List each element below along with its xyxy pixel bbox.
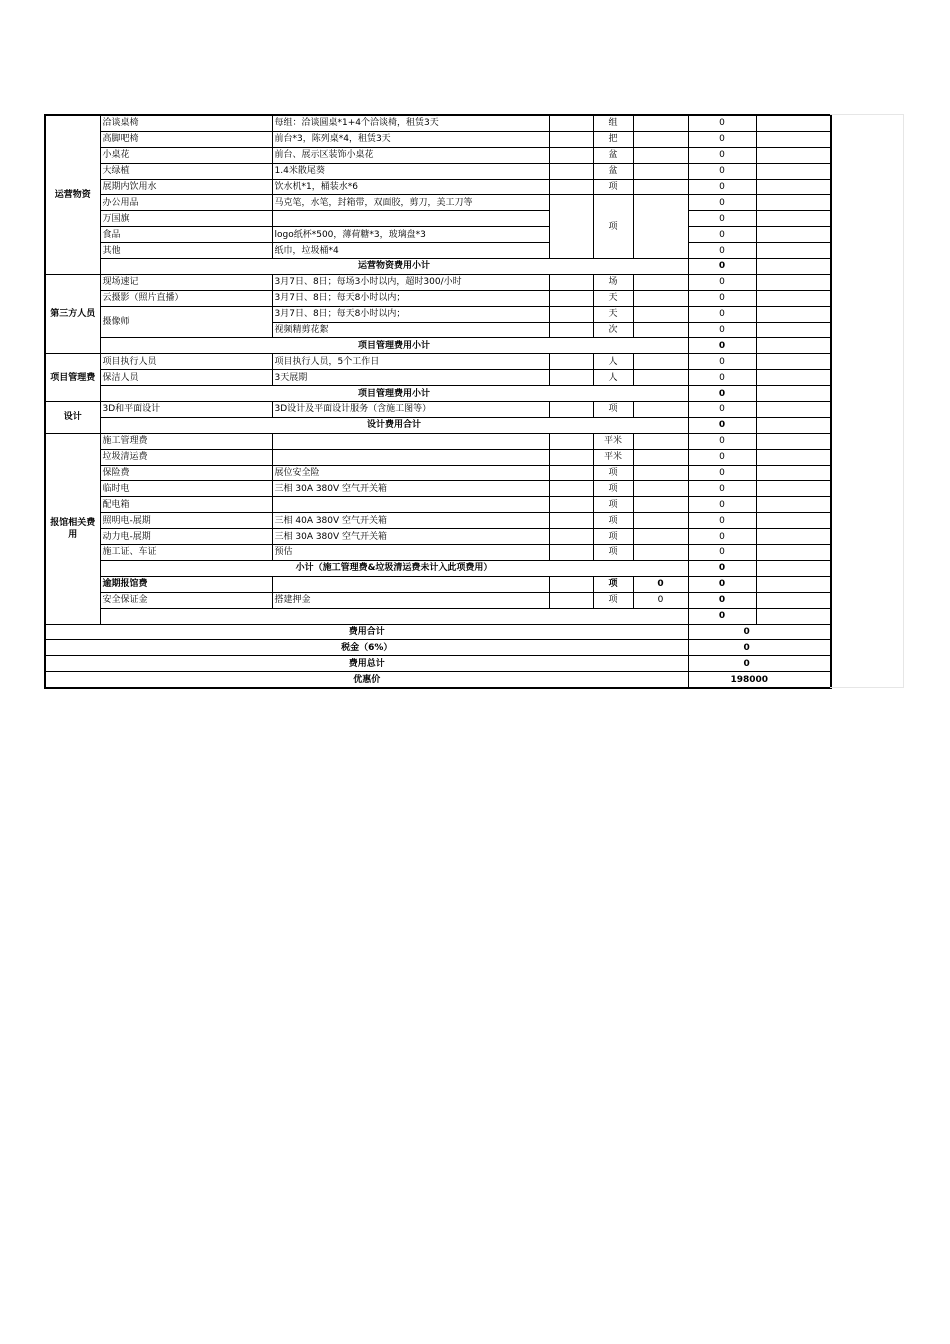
- subtotal-value: 0: [688, 386, 756, 402]
- unit-cell: 组: [593, 115, 633, 131]
- category-cell: 第三方人员: [45, 274, 100, 353]
- note-cell: [756, 497, 831, 513]
- item-name: 施工证、车证: [100, 545, 272, 561]
- note-cell: [756, 433, 831, 449]
- item-name: 临时电: [100, 481, 272, 497]
- total-cell: 0: [688, 227, 756, 243]
- price-cell: [633, 306, 688, 322]
- subtotal-row: [45, 259, 831, 275]
- total-cell: 0: [688, 576, 756, 592]
- note-cell: [756, 274, 831, 290]
- note-cell: [756, 115, 831, 131]
- qty-cell: [549, 163, 593, 179]
- unit-cell: 平米: [593, 433, 633, 449]
- qty-cell: [549, 497, 593, 513]
- note-cell: [756, 481, 831, 497]
- item-name: 保洁人员: [100, 370, 272, 386]
- qty-cell: [549, 481, 593, 497]
- table-row: [45, 465, 831, 481]
- subtotal-value: 0: [688, 259, 756, 275]
- qty-cell: [549, 576, 593, 592]
- item-desc: 三相 30A 380V 空气开关箱: [272, 529, 549, 545]
- price-cell: [633, 163, 688, 179]
- category-cell: 设计: [45, 402, 100, 434]
- price-cell: 0: [633, 576, 688, 592]
- note-cell: [756, 608, 831, 624]
- item-desc: 视频精剪花絮: [272, 322, 549, 338]
- price-cell: [633, 131, 688, 147]
- table-row: [45, 497, 831, 513]
- table-row: [45, 227, 831, 243]
- qty-cell: [549, 179, 593, 195]
- total-cell: 0: [688, 592, 756, 608]
- total-cell: 0: [688, 481, 756, 497]
- item-name: 展期内饮用水: [100, 179, 272, 195]
- qty-cell: [549, 529, 593, 545]
- qty-cell: [549, 513, 593, 529]
- table-row: [45, 402, 831, 418]
- price-cell: [633, 465, 688, 481]
- unit-cell: 项: [593, 545, 633, 561]
- unit-cell: 项: [593, 465, 633, 481]
- price-cell: [633, 513, 688, 529]
- item-desc: 纸巾，垃圾桶*4: [272, 243, 549, 259]
- summary-label: 优惠价: [45, 672, 688, 688]
- price-cell: [633, 481, 688, 497]
- blank-cell: [100, 608, 688, 624]
- table-row: [45, 147, 831, 163]
- qty-cell: [549, 290, 593, 306]
- category-cell: 报馆相关费用: [45, 433, 100, 624]
- qty-cell: [549, 449, 593, 465]
- item-name: 其他: [100, 243, 272, 259]
- subtotal-row: [45, 386, 831, 402]
- item-desc: 前台、展示区装饰小桌花: [272, 147, 549, 163]
- item-desc: 3月7日、8日；每场3小时以内，超时300/小时: [272, 274, 549, 290]
- total-cell: 0: [688, 290, 756, 306]
- unit-cell: 平米: [593, 449, 633, 465]
- note-cell: [756, 370, 831, 386]
- table-row: [45, 545, 831, 561]
- total-cell: 0: [688, 497, 756, 513]
- category-cell: 运营物资: [45, 115, 100, 274]
- summary-value: 0: [688, 656, 831, 672]
- unit-cell: 场: [593, 274, 633, 290]
- subtotal-label: 设计费用合计: [100, 417, 688, 433]
- qty-cell: [549, 131, 593, 147]
- item-name: 垃圾清运费: [100, 449, 272, 465]
- item-desc: 预估: [272, 545, 549, 561]
- item-name: 动力电-展期: [100, 529, 272, 545]
- item-name: 洽谈桌椅: [100, 115, 272, 131]
- table-row: [45, 131, 831, 147]
- item-desc: 每组：洽谈圆桌*1+4个洽谈椅，租赁3天: [272, 115, 549, 131]
- unit-cell: 次: [593, 322, 633, 338]
- unit-cell: 天: [593, 290, 633, 306]
- price-cell: [633, 433, 688, 449]
- item-desc: [272, 433, 549, 449]
- item-name: 云摄影（照片直播）: [100, 290, 272, 306]
- note-cell: [756, 306, 831, 322]
- table-row: [45, 179, 831, 195]
- total-cell: 0: [688, 513, 756, 529]
- note-cell: [756, 545, 831, 561]
- table-row: [45, 529, 831, 545]
- item-name: 大绿植: [100, 163, 272, 179]
- note-cell: [756, 576, 831, 592]
- total-cell: 0: [688, 322, 756, 338]
- note-cell: [756, 290, 831, 306]
- item-name: 万国旗: [100, 211, 272, 227]
- note-cell: [756, 560, 831, 576]
- price-cell: [633, 322, 688, 338]
- item-desc: [272, 211, 549, 227]
- summary-label: 税金（6%）: [45, 640, 688, 656]
- subtotal-row: [45, 560, 831, 576]
- item-desc: 展位安全险: [272, 465, 549, 481]
- price-cell: [633, 370, 688, 386]
- item-name: 食品: [100, 227, 272, 243]
- table-row: [45, 608, 831, 624]
- summary-row-tax: [45, 640, 831, 656]
- total-cell: 0: [688, 370, 756, 386]
- item-name: 配电箱: [100, 497, 272, 513]
- qty-cell: [549, 322, 593, 338]
- summary-value: 0: [688, 624, 831, 640]
- item-name: 施工管理费: [100, 433, 272, 449]
- total-cell: 0: [688, 211, 756, 227]
- note-cell: [756, 211, 831, 227]
- item-name: 逾期报馆费: [100, 576, 272, 592]
- total-cell: 0: [688, 195, 756, 211]
- total-cell: 0: [688, 354, 756, 370]
- table-row: [45, 243, 831, 259]
- summary-row-grand-total: [45, 656, 831, 672]
- item-name: 项目执行人员: [100, 354, 272, 370]
- quote-table: [44, 114, 832, 689]
- unit-cell: 项: [593, 402, 633, 418]
- qty-cell: [549, 306, 593, 322]
- qty-cell: [549, 354, 593, 370]
- item-desc: 前台*3，陈列桌*4，租赁3天: [272, 131, 549, 147]
- note-cell: [756, 243, 831, 259]
- note-cell: [756, 131, 831, 147]
- qty-cell: [549, 370, 593, 386]
- total-cell: 0: [688, 163, 756, 179]
- table-row: [45, 513, 831, 529]
- table-row: [45, 592, 831, 608]
- unit-cell: 把: [593, 131, 633, 147]
- table-row: [45, 481, 831, 497]
- adjacent-column-border: [830, 114, 904, 688]
- qty-cell: [549, 433, 593, 449]
- item-desc: 1.4米散尾葵: [272, 163, 549, 179]
- item-name: 照明电-展期: [100, 513, 272, 529]
- subtotal-row: [45, 417, 831, 433]
- note-cell: [756, 354, 831, 370]
- total-cell: 0: [688, 147, 756, 163]
- note-cell: [756, 195, 831, 211]
- item-desc: 马克笔，水笔，封箱带，双面胶，剪刀，美工刀等: [272, 195, 549, 211]
- summary-value: 198000: [688, 672, 831, 688]
- unit-cell: 项: [593, 576, 633, 592]
- price-cell: [633, 290, 688, 306]
- qty-cell: [549, 545, 593, 561]
- total-cell: 0: [688, 529, 756, 545]
- item-name: 保险费: [100, 465, 272, 481]
- item-desc: 3天展期: [272, 370, 549, 386]
- total-cell: 0: [688, 243, 756, 259]
- summary-row-discount: [45, 672, 831, 688]
- price-cell: [633, 195, 688, 259]
- note-cell: [756, 147, 831, 163]
- subtotal-label: 项目管理费用小计: [100, 338, 688, 354]
- table-row: [45, 115, 831, 131]
- note-cell: [756, 402, 831, 418]
- item-desc: 饮水机*1，桶装水*6: [272, 179, 549, 195]
- table-row: [45, 195, 831, 211]
- item-name: 办公用品: [100, 195, 272, 211]
- item-name: 安全保证金: [100, 592, 272, 608]
- subtotal-label: 运营物资费用小计: [100, 259, 688, 275]
- table-row: [45, 370, 831, 386]
- qty-cell: [549, 592, 593, 608]
- unit-cell: 项: [593, 179, 633, 195]
- price-cell: [633, 179, 688, 195]
- note-cell: [756, 592, 831, 608]
- price-cell: [633, 449, 688, 465]
- table-row: [45, 449, 831, 465]
- subtotal-label: 项目管理费用小计: [100, 386, 688, 402]
- table-row: [45, 354, 831, 370]
- price-cell: [633, 354, 688, 370]
- note-cell: [756, 513, 831, 529]
- unit-cell: 人: [593, 354, 633, 370]
- note-cell: [756, 322, 831, 338]
- note-cell: [756, 338, 831, 354]
- summary-label: 费用合计: [45, 624, 688, 640]
- group-total-value: 0: [688, 608, 756, 624]
- summary-value: 0: [688, 640, 831, 656]
- price-cell: 0: [633, 592, 688, 608]
- item-desc: 3D设计及平面设计服务（含施工图等）: [272, 402, 549, 418]
- note-cell: [756, 259, 831, 275]
- unit-cell: 项: [593, 513, 633, 529]
- subtotal-value: 0: [688, 417, 756, 433]
- qty-cell: [549, 402, 593, 418]
- item-name: 摄像师: [100, 306, 272, 338]
- table-row: [45, 433, 831, 449]
- table-row: [45, 306, 831, 322]
- summary-label: 费用总计: [45, 656, 688, 672]
- total-cell: 0: [688, 274, 756, 290]
- price-cell: [633, 529, 688, 545]
- qty-cell: [549, 274, 593, 290]
- unit-cell: 项: [593, 195, 633, 259]
- item-name: 小桌花: [100, 147, 272, 163]
- subtotal-label: 小计（施工管理费&垃圾清运费未计入此项费用）: [100, 560, 688, 576]
- total-cell: 0: [688, 131, 756, 147]
- table-row: [45, 163, 831, 179]
- note-cell: [756, 163, 831, 179]
- total-cell: 0: [688, 545, 756, 561]
- unit-cell: 天: [593, 306, 633, 322]
- item-desc: 三相 40A 380V 空气开关箱: [272, 513, 549, 529]
- note-cell: [756, 449, 831, 465]
- unit-cell: 人: [593, 370, 633, 386]
- price-cell: [633, 115, 688, 131]
- price-cell: [633, 147, 688, 163]
- note-cell: [756, 417, 831, 433]
- price-cell: [633, 545, 688, 561]
- item-desc: logo纸杯*500，薄荷糖*3，玻璃盘*3: [272, 227, 549, 243]
- total-cell: 0: [688, 465, 756, 481]
- price-cell: [633, 497, 688, 513]
- unit-cell: 项: [593, 481, 633, 497]
- item-name: 3D和平面设计: [100, 402, 272, 418]
- total-cell: 0: [688, 115, 756, 131]
- total-cell: 0: [688, 306, 756, 322]
- qty-cell: [549, 195, 593, 259]
- qty-cell: [549, 147, 593, 163]
- table-row: [45, 211, 831, 227]
- item-desc: 3月7日、8日；每天8小时以内；: [272, 290, 549, 306]
- unit-cell: 盆: [593, 163, 633, 179]
- total-cell: 0: [688, 402, 756, 418]
- subtotal-value: 0: [688, 338, 756, 354]
- total-cell: 0: [688, 433, 756, 449]
- note-cell: [756, 386, 831, 402]
- subtotal-row: [45, 338, 831, 354]
- item-desc: 3月7日、8日；每天8小时以内；: [272, 306, 549, 322]
- item-desc: [272, 449, 549, 465]
- price-cell: [633, 274, 688, 290]
- item-desc: 搭建押金: [272, 592, 549, 608]
- item-name: 高脚吧椅: [100, 131, 272, 147]
- table-row: [45, 576, 831, 592]
- total-cell: 0: [688, 449, 756, 465]
- summary-row-total: [45, 624, 831, 640]
- item-desc: 三相 30A 380V 空气开关箱: [272, 481, 549, 497]
- unit-cell: 项: [593, 592, 633, 608]
- note-cell: [756, 227, 831, 243]
- total-cell: 0: [688, 179, 756, 195]
- price-cell: [633, 402, 688, 418]
- item-desc: 项目执行人员，5个工作日: [272, 354, 549, 370]
- note-cell: [756, 179, 831, 195]
- unit-cell: 盆: [593, 147, 633, 163]
- subtotal-value: 0: [688, 560, 756, 576]
- note-cell: [756, 465, 831, 481]
- qty-cell: [549, 115, 593, 131]
- item-desc: [272, 576, 549, 592]
- unit-cell: 项: [593, 529, 633, 545]
- table-row: [45, 274, 831, 290]
- note-cell: [756, 529, 831, 545]
- category-cell: 项目管理费: [45, 354, 100, 402]
- item-desc: [272, 497, 549, 513]
- item-name: 现场速记: [100, 274, 272, 290]
- unit-cell: 项: [593, 497, 633, 513]
- qty-cell: [549, 465, 593, 481]
- table-row: [45, 290, 831, 306]
